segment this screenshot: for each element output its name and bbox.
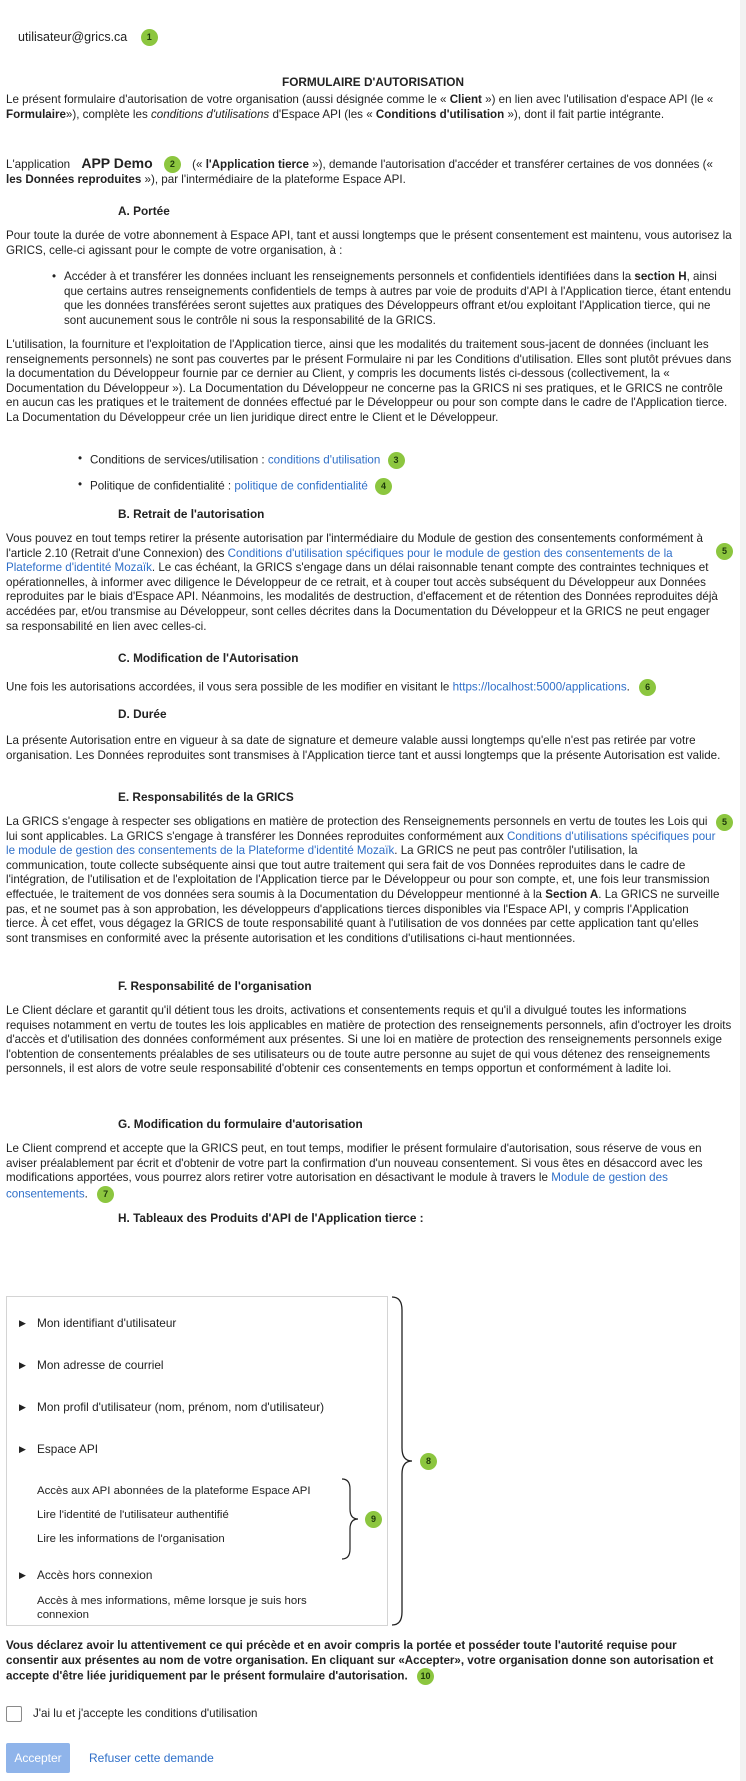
espace-api-scope-1: Accès aux API abonnées de la plateforme Espace API	[37, 1485, 311, 1497]
section-b-title: B. Retrait de l'autorisation	[118, 507, 265, 521]
app-paragraph: L'application APP Demo 2 (« l'Application tierce »), demande l'autorisation d'accéder et transférer certaines de vos données (« les Données reproduites »), par l'intermédiaire de la plateforme Espace API.	[6, 155, 713, 187]
annotation-badge-6: 6	[639, 679, 656, 696]
annotation-badge-10: 10	[417, 1668, 434, 1685]
form-title: FORMULAIRE D'AUTORISATION	[282, 75, 464, 89]
espace-api-scopes-brace	[342, 1478, 362, 1560]
section-f-paragraph: Le Client déclare et garantit qu'il détient tous les droits, activations et consentements requis et qu'il a divulgué toutes les informations requises notamment en vertu de toutes les lois applicables en matière de protection des renseignements personnels, afin d'octroyer les droits d'accès et d'utilisation des données conformément aux présentes. Si une loi en matière de protection des renseignements personnels exige l'obtention de consentements préalables de ses utilisateurs ou de toute autre personne au sujet de qui vous détenez des renseignements personnels, il est alors de votre seule responsabilité d'obtenir ces consentements en temps opportun et conformément à ladite loi.	[6, 1004, 732, 1076]
section-a-bullet: • Accéder à et transférer les données incluant les renseignements personnels et confidentiels identifiées dans la section H, ainsi que certains autres renseignements confidentiels de temps à autres par voie de produits d'API à l'Application tierce, étant entendu que les données transférées seront sujettes aux pratiques des Développeurs offrant et/ou exploitant l'Application tierce, qui ne sont aucunement sous le contrôle ni sous la responsabilité de la GRICS.	[52, 270, 732, 328]
annotation-badge-4: 4	[375, 478, 392, 495]
section-g-title: G. Modification du formulaire d'autorisation	[118, 1117, 363, 1131]
annotation-badge-9: 9	[365, 1511, 382, 1528]
annotation-badge-3: 3	[388, 452, 405, 469]
section-h-title: H. Tableaux des Produits d'API de l'Application tierce :	[118, 1211, 424, 1225]
espace-api-scope-2: Lire l'identité de l'utilisateur authentifié	[37, 1509, 229, 1521]
expand-arrow-icon: ▶	[19, 1318, 26, 1328]
section-a-paragraph-2: L'utilisation, la fourniture et l'exploitation de l'Application tierce, ainsi que les modalités du traitement sous-jacent de données (incluant les renseignements personnels) ne sont pas couvertes par le présent Formulaire ni par les Conditions d'utilisation. Elles sont plutôt prévues dans la documentation du Développeur fournie par ce dernier au Client, y compris les documents listés ci-dessous (collectivement, la « Documentation du Développeur »). La Documentation du Développeur ne concerne pas la GRICS ni ses pratiques, et le GRICS ne contrôle en aucun cas les pratiques et le traitement de données effectué par le Développeur ou pour son compte dans le cadre de l'Application tierce. La Documentation du Développeur crée un lien juridique direct entre le Client et le Développeur.	[6, 338, 732, 424]
terms-of-use-link[interactable]: conditions d'utilisation	[267, 453, 381, 467]
section-d-paragraph: La présente Autorisation entre en vigueur à sa date de signature et demeure valable aussi longtemps qu'elle n'est pas retirée par votre organisation. Les Données reproduites sont transmises à l'Application tierce tant et aussi longtemps que la présente Autorisation est valide.	[6, 734, 721, 762]
section-a-paragraph-1: Pour toute la durée de votre abonnement à Espace API, tant et aussi longtemps que le présent consentement est maintenu, vous autorisez la GRICS, celle-ci agissant pour le compte de votre organisation, à :	[6, 229, 732, 257]
permissions-panel: ▶ Mon identifiant d'utilisateur ▶ Mon adresse de courriel ▶ Mon profil d'utilisateur (nom, prénom, nom d'utilisateur) ▶ Espace API Accès aux API abonnées de la plateforme Espace API Lire l'identité de l'utilisateur authentifié Lire les informations de l'organisation ▶ Accès hors connexion Accès à mes informations, même lorsque je suis hors connexion	[6, 1296, 388, 1626]
section-c-title: C. Modification de l'Autorisation	[118, 651, 299, 665]
annotation-badge-7: 7	[97, 1186, 114, 1203]
section-b-paragraph: Vous pouvez en tout temps retirer la présente autorisation par l'intermédiaire du Module de gestion des consentements conformément à l'article 2.10 (Retrait d'une Connexion) des Conditions d'utilisation spécifiques pour le module de gestion des consentements de la Plateforme d'identité Mozaïk. Le cas échéant, la GRICS s'engage dans un délai raisonnable tenant compte des contraintes techniques et opérationnelles, à informer avec diligence le Développeur de ce retrait, et à couper tout accès subséquent du Développeur aux Données reproduites par le biais d'Espace API. Néanmoins, les modalités de destruction, d'effacement et de rétention des Données reproduites déjà accédées par, et/ou transmise au Développeur, sont celles décrites dans la Documentation du Développeur et la GRICS ne peut engager sa responsabilité en lien avec celles-ci.	[6, 532, 718, 633]
espace-api-scope-3: Lire les informations de l'organisation	[37, 1533, 225, 1545]
section-e-paragraph: La GRICS s'engage à respecter ses obligations en matière de protection des Renseignements personnels en vertu de toutes les Lois qui lui sont applicables. La GRICS s'engage à transférer les Données reproduites conformément aux Conditions d'utilisations spécifiques pour le module de gestion des consentements de la Plateforme d'identité Mozaïk. La GRICS ne peut pas contrôler l'utilisation, la communication, toute collecte subséquente ainsi que tout autre traitement qui sera fait de vos Données reproduites dans le cadre de l'intégration, de l'utilisation et de l'exploitation de l'Application tierce par le Développeur ou pour son compte, et, une fois leur transmission effectuée, le traitement de vos données sera soumis à la Documentation du Développeur mentionné à la Section A. La GRICS ne surveille pas, et ne soumet pas à son approbation, les développeurs d'applications tierces disponibles via l'Espace API, y compris l'Application tierce. À cet effet, vous dégagez la GRICS de toute responsabilité quant à l'utilisation de vos données par cette application tant qu'elles sont transmises en conformité avec la présente autorisation et les conditions d'utilisations ci-haut mentionnées.	[6, 815, 720, 945]
consent-module-terms-link[interactable]: Conditions d'utilisation spécifiques pour le module de gestion des consentements de la Plateforme d'identité Mozaïk	[6, 546, 673, 575]
developer-doc-list: • Conditions de services/utilisation : conditions d'utilisation 3 • Politique de confidentialité : politique de confidentialité 4	[78, 452, 718, 495]
user-email: utilisateur@grics.ca	[18, 29, 128, 44]
scrollbar[interactable]	[740, 0, 746, 1781]
offline-scope: Accès à mes informations, même lorsque je suis hors connexion	[37, 1595, 307, 1622]
accept-terms-checkbox[interactable]	[6, 1706, 22, 1722]
annotation-badge-8: 8	[420, 1453, 437, 1470]
user-header	[18, 29, 158, 46]
annotation-badge-5: 5	[716, 543, 733, 560]
applications-url-link[interactable]: https://localhost:5000/applications	[452, 680, 627, 694]
section-f-title: F. Responsabilité de l'organisation	[118, 979, 312, 993]
annotation-badge-2: 2	[164, 156, 181, 173]
expand-arrow-icon: ▶	[19, 1444, 26, 1454]
annotation-badge-5b: 5	[716, 814, 733, 831]
consent-module-terms-link-2[interactable]: Conditions d'utilisations spécifiques pour le module de gestion des consentements de la Plateforme d'identité Mozaïk	[6, 829, 716, 858]
section-g-paragraph: Le Client comprend et accepte que la GRICS peut, en tout temps, modifier le présent formulaire d'autorisation, sous réserve de vous en aviser préalablement par écrit et d'obtenir de votre part la confirmation d'un nouveau consentement. Si vous êtes en désaccord avec les modifications apportées, vous pourrez alors retirer votre autorisation en désactivant le module à travers le Module de gestion des consentements. 7	[6, 1142, 732, 1203]
refuse-request-link[interactable]: Refuser cette demande	[89, 1751, 214, 1765]
intro-paragraph: Le présent formulaire d'autorisation de votre organisation (aussi désignée comme le « Client ») en lien avec l'utilisation d'espace API (le « Formulaire»), complète les conditions d'utilisations d'Espace API (les « Conditions d'utilisation »), dont il fait partie intégrante.	[6, 93, 714, 121]
section-e-title: E. Responsabilités de la GRICS	[118, 790, 294, 804]
section-c-paragraph: Une fois les autorisations accordées, il vous sera possible de les modifier en visitant le https://localhost:5000/applications. 6	[6, 679, 732, 696]
privacy-policy-link[interactable]: politique de confidentialité	[234, 479, 368, 493]
consent-statement: Vous déclarez avoir lu attentivement ce qui précède et en avoir compris la portée et posséder toute l'autorité requise pour consentir aux présentes au nom de votre organisation. En cliquant sur «Accepter», votre organisation donne son autorisation et accepte d'être liée juridiquement par le présent formulaire d'autorisation. 10	[6, 1639, 732, 1685]
section-a-title: A. Portée	[118, 204, 170, 218]
app-name: APP Demo	[81, 155, 153, 171]
section-d-title: D. Durée	[118, 707, 167, 721]
accept-button[interactable]: Accepter	[6, 1743, 70, 1773]
permissions-brace	[392, 1296, 416, 1626]
expand-arrow-icon: ▶	[19, 1402, 26, 1412]
consent-management-module-link[interactable]: Module de gestion des consentements	[6, 1171, 668, 1201]
annotation-badge-1: 1	[141, 29, 158, 46]
accept-terms-label[interactable]: J'ai lu et j'accepte les conditions d'utilisation	[33, 1707, 258, 1720]
expand-arrow-icon: ▶	[19, 1570, 26, 1580]
expand-arrow-icon: ▶	[19, 1360, 26, 1370]
